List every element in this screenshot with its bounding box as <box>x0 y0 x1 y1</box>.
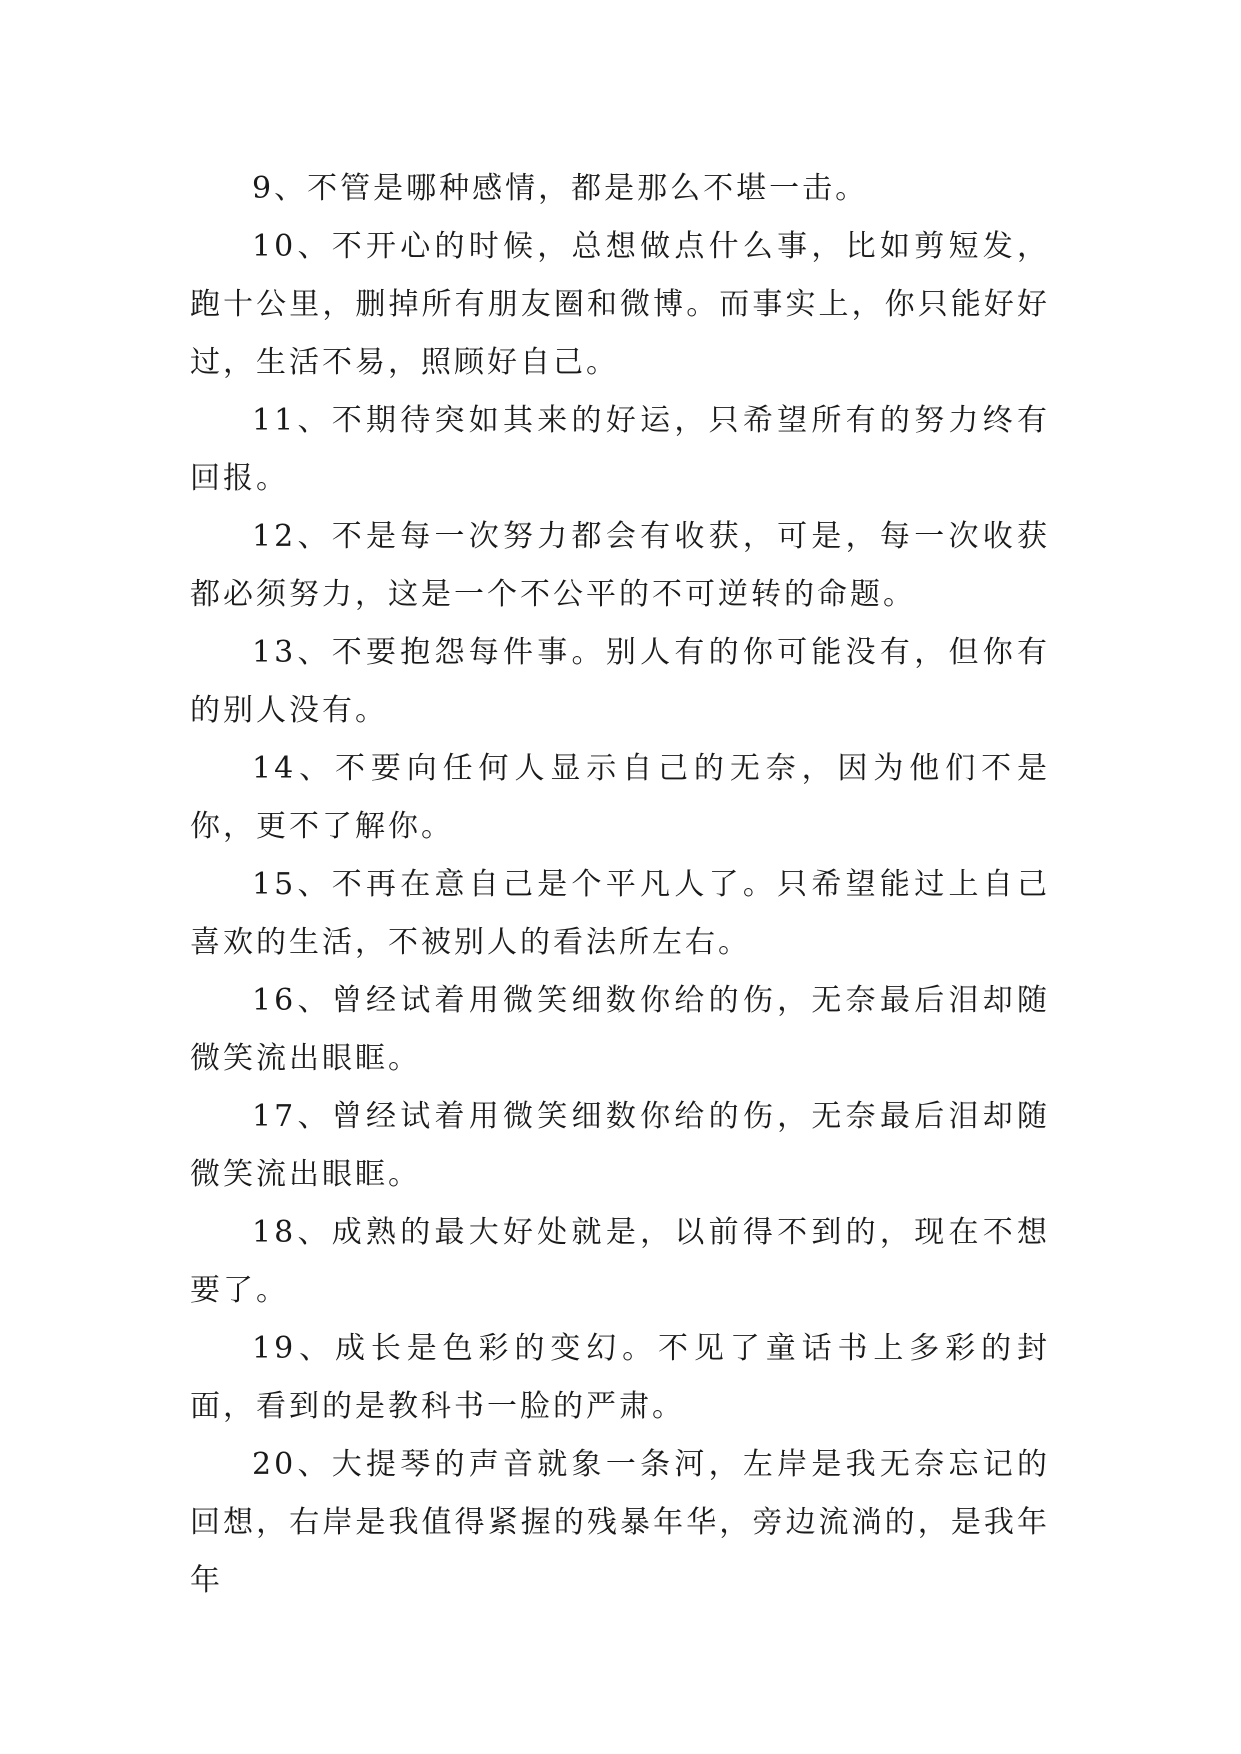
paragraph-20: 20、大提琴的声音就象一条河，左岸是我无奈忘记的回想，右岸是我值得紧握的残暴年华，旁边流淌的，是我年年 <box>190 1447 1050 1598</box>
paragraph-14: 14、不要向任何人显示自己的无奈，因为他们不是你，更不了解你。 <box>190 751 1050 844</box>
paragraph-18: 18、成熟的最大好处就是，以前得不到的，现在不想要了。 <box>190 1215 1050 1308</box>
document-body <box>190 160 1050 1610</box>
paragraph-9: 9、不管是哪种感情，都是那么不堪一击。 <box>252 171 869 206</box>
paragraph-12: 12、不是每一次努力都会有收获，可是，每一次收获都必须努力，这是一个不公平的不可逆转的命题。 <box>190 519 1050 612</box>
paragraph-13: 13、不要抱怨每件事。别人有的你可能没有，但你有的别人没有。 <box>190 635 1050 728</box>
paragraph-10: 10、不开心的时候，总想做点什么事，比如剪短发，跑十公里，删掉所有朋友圈和微博。而事实上，你只能好好过，生活不易，照顾好自己。 <box>190 229 1050 380</box>
paragraph-15: 15、不再在意自己是个平凡人了。只希望能过上自己喜欢的生活，不被别人的看法所左右。 <box>190 867 1050 960</box>
paragraph-17: 17、曾经试着用微笑细数你给的伤，无奈最后泪却随微笑流出眼眶。 <box>190 1099 1050 1192</box>
paragraph-11: 11、不期待突如其来的好运，只希望所有的努力终有回报。 <box>190 403 1050 496</box>
paragraph-19: 19、成长是色彩的变幻。不见了童话书上多彩的封面，看到的是教科书一脸的严肃。 <box>190 1331 1050 1424</box>
paragraph-16: 16、曾经试着用微笑细数你给的伤，无奈最后泪却随微笑流出眼眶。 <box>190 983 1050 1076</box>
